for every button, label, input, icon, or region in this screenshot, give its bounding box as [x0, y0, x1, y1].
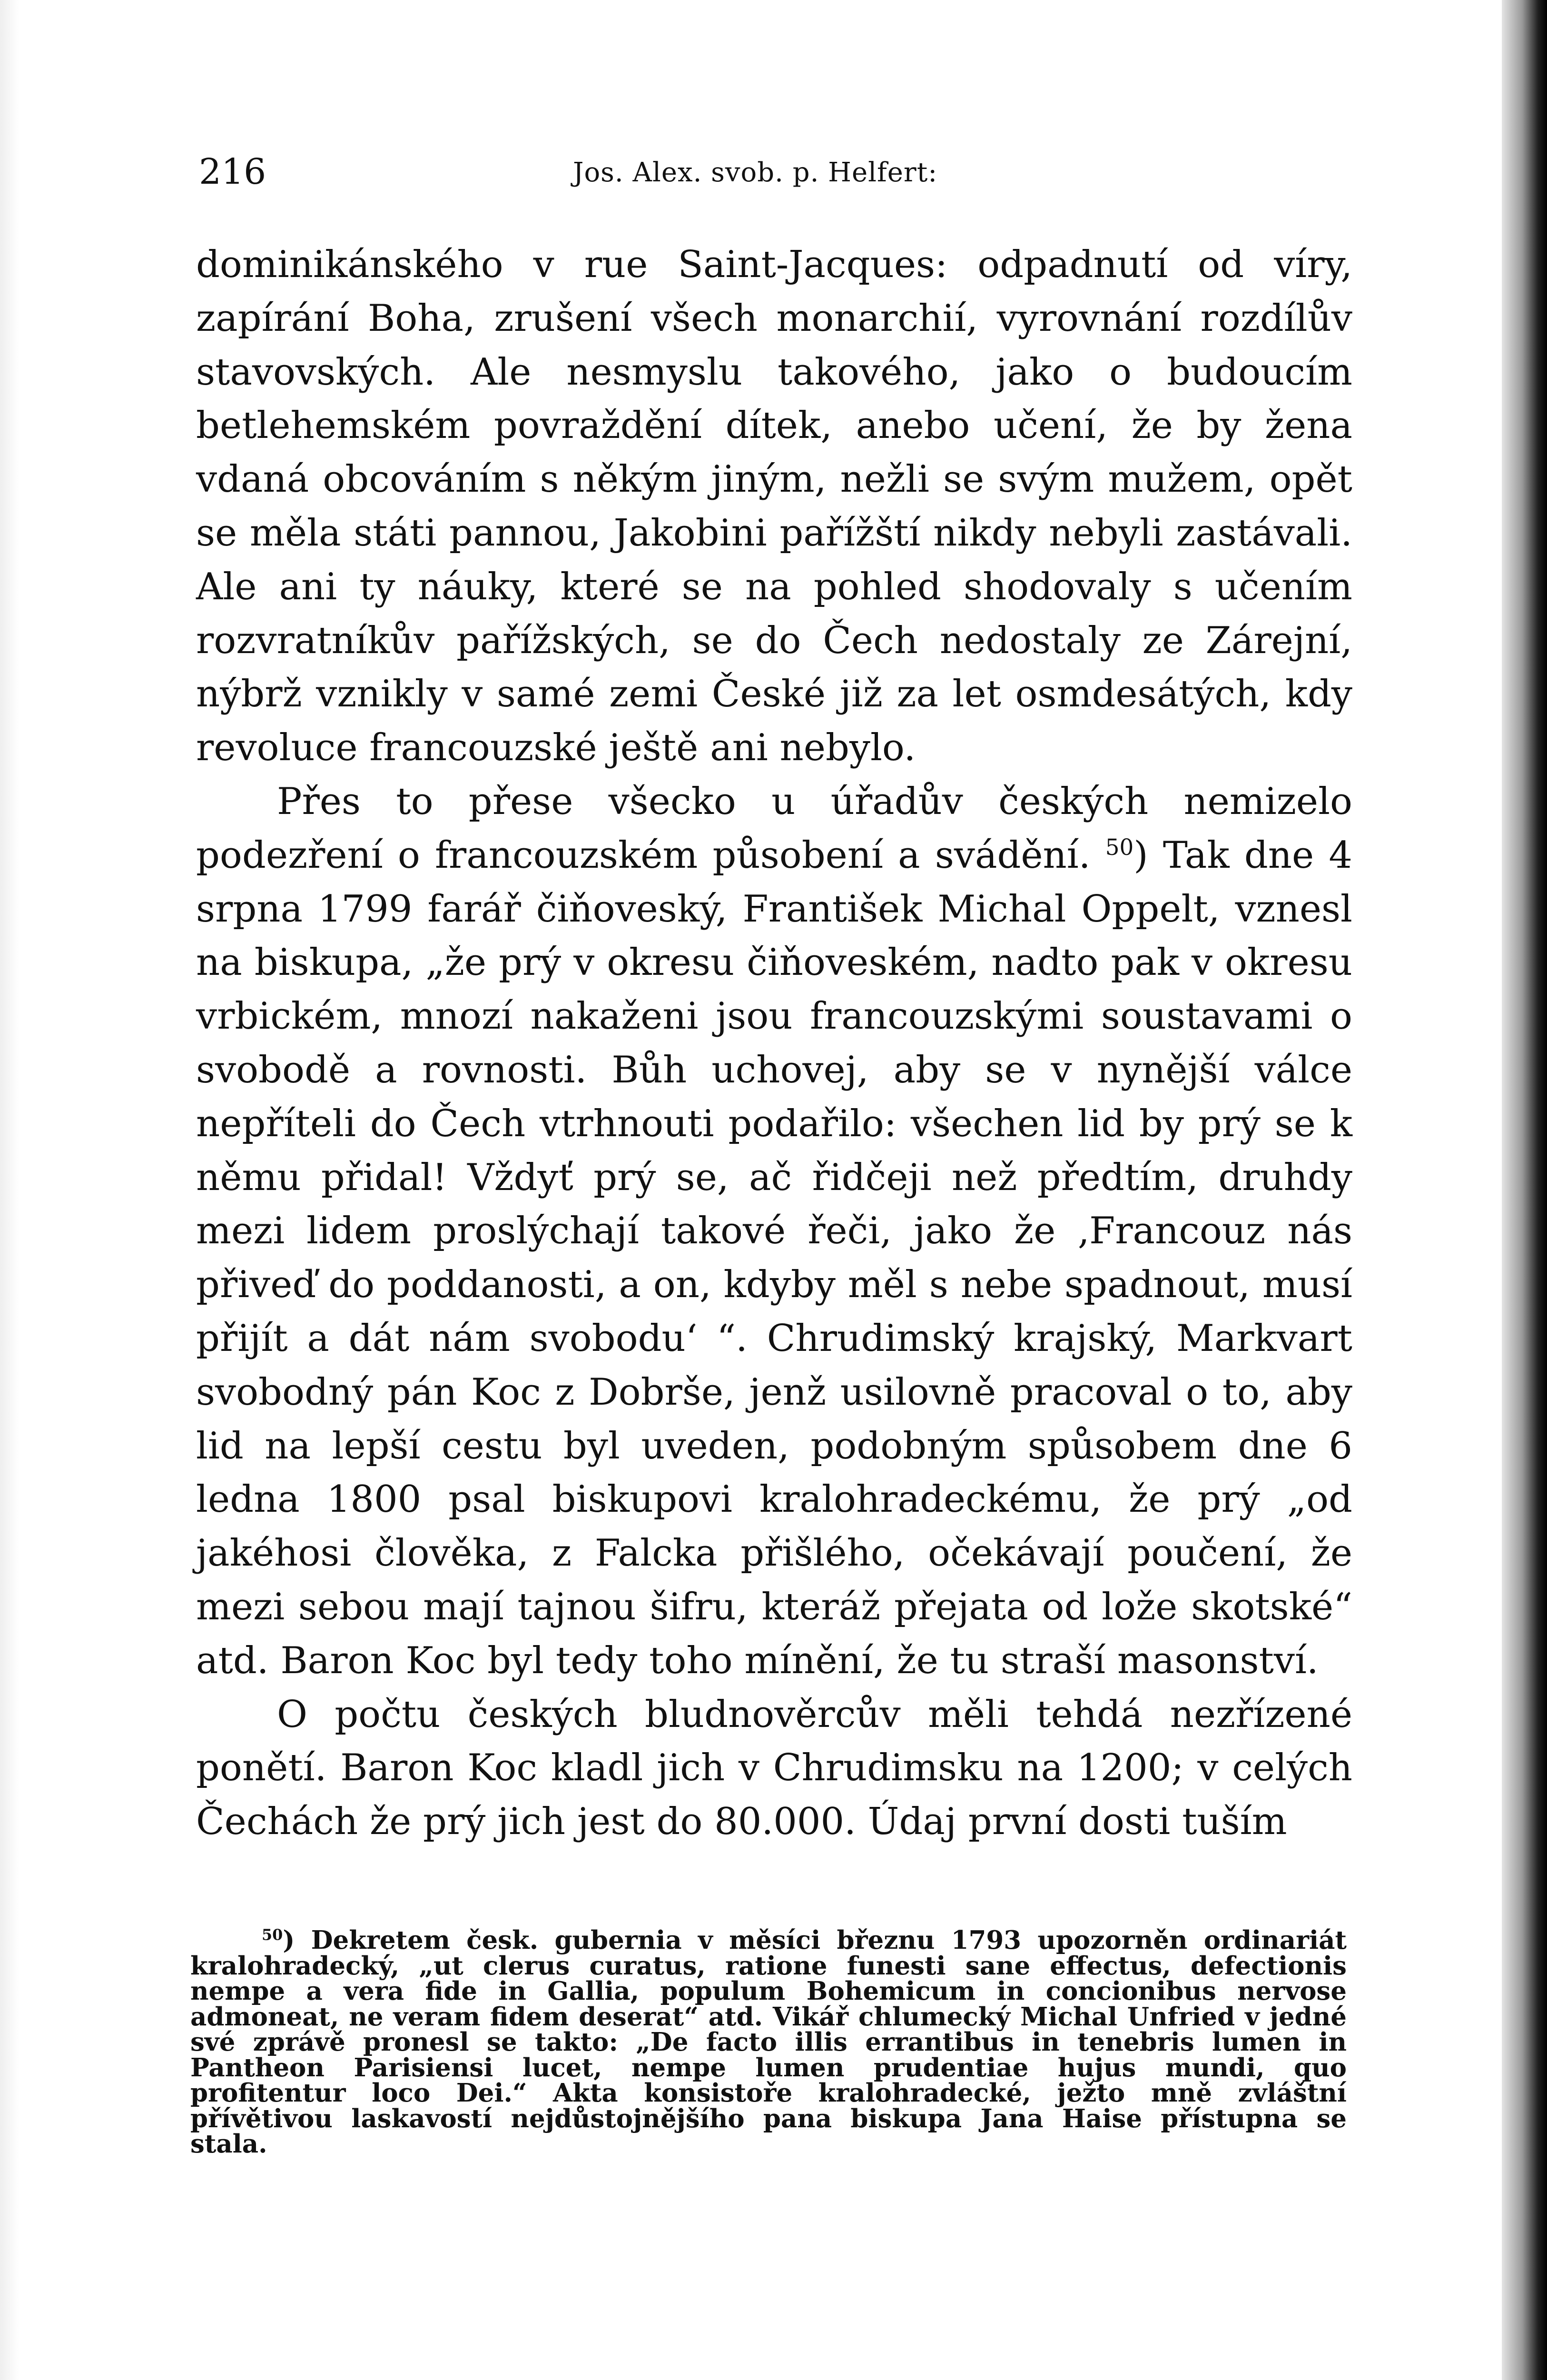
paragraph-2-text-b: ) Tak dne 4 srpna 1799 farář čiňoveský, František Michal Oppelt, vznesl na biskupa, „že prý v okresu čiňoveském, nadto pak v okresu vrbickém, mnozí nakaženi jsou francouzskými soustavami o svobodě a rovnosti. Bůh uchovej, aby se v nynější válce nepříteli do Čech vtrhnouti podařilo: všechen lid by prý se k němu přidal! Vždyť prý se, ač řidčeji než předtím, druhdy mezi lidem proslýchají takové řeči, jako že ‚Francouz nás přiveď do poddanosti, a on, kdyby měl s nebe spadnout, musí přijít a dát nám svobodu‘ “. Chrudimský krajský, Markvart svobodný pán Koc z Dobrše, jenž usilovně pracoval o to, aby lid na lepší cestu byl uveden, podobným spůsobem dne 6 ledna 1800 psal biskupovi kralohradeckému, že prý „od jakéhosi člověka, z Falcka přišlého, očekávají poučení, že mezi sebou mají tajnou šifru, kteráž přejata od lože skotské“ atd. Baron Koc byl tedy toho mínění, že tu straší masonství. — [196, 833, 1353, 1682]
body-text — [196, 238, 1352, 1849]
footnote-50 — [190, 1925, 1347, 2159]
footnote-number: 50 — [262, 1926, 283, 1944]
page-number: 216 — [199, 151, 266, 192]
paragraph-2-text-a: Přes to přese všecko u úřadův českých nemizelo podezření o francouzském působení a svádění. — [196, 780, 1352, 877]
page-edge-shadow — [1502, 0, 1547, 2380]
paragraph-2 — [196, 775, 1352, 1688]
footnotes — [190, 1925, 1347, 2159]
running-head: Jos. Alex. svob. p. Helfert: — [573, 157, 938, 188]
paragraph-1: dominikánského v rue Saint-Jacques: odpadnutí od víry, zapírání Boha, zrušení všech monarchií, vyrovnání rozdílův stavovských. Ale nesmyslu takového, jako o budoucím betlehemském povraždění dítek, anebo učení, že by žena vdaná obcováním s někým jiným, nežli se svým mužem, opět se měla státi pannou, Jakobini pařížští nikdy nebyli zastávali. Ale ani ty náuky, které se na pohled shodovaly s učením rozvratníkův pařížských, se do Čech nedostaly ze Zárejní, nýbrž vznikly v samé zemi České již za let osmdesátých, kdy revoluce francouzské ještě ani nebylo. — [196, 243, 1352, 770]
paragraph-3: O počtu českých bludnověrcův měli tehdá nezřízené ponětí. Baron Koc kladl jich v Chrudimsku na 1200; v celých Čechách že prý jich jest do 80.000. Údaj první dosti tuším — [196, 1693, 1352, 1844]
footnote-text: ) Dekretem česk. gubernia v měsíci březnu 1793 upozorněn ordinariát kralohradecký, „ut clerus curatus, ratione funesti sane effectus, defectionis nempe a vera fide in Gallia, populum Bohemicum in concionibus nervose admoneat, ne veram fidem deserat“ atd. Vikář chlumecký Michal Unfried v jedné své zprávě pronesl se takto: „De facto illis errantibus in tenebris lumen in Pantheon Parisiensi lucet, nempe lumen prudentiae hujus mundi, quo profitentur loco Dei.“ Akta konsistoře kralohradecké, ježto mně zvláštní přívětivou laskavostí nejdůstojnějšího pana biskupa Jana Haise přístupna se stala. — [190, 1925, 1347, 2159]
footnote-reference: 50 — [1105, 834, 1134, 861]
page-header — [199, 151, 1350, 208]
page-left-margin — [0, 0, 19, 2380]
